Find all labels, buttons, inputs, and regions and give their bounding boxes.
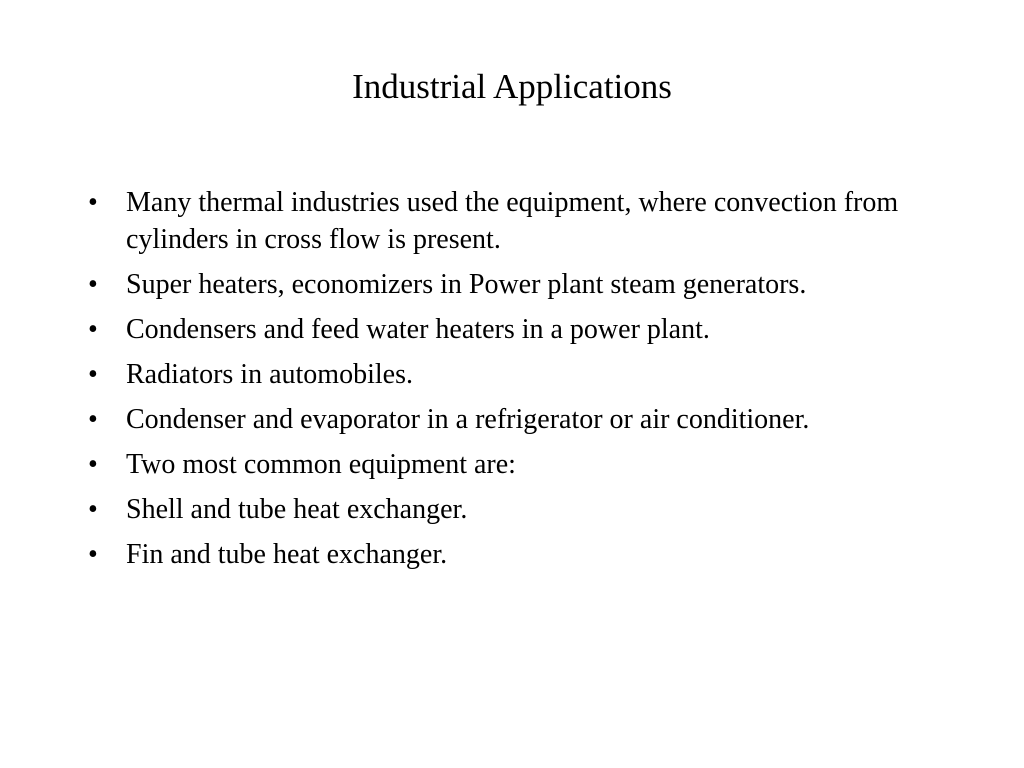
bullet-text: Super heaters, economizers in Power plant steam generators. (126, 269, 807, 300)
bullet-icon: • (88, 314, 98, 345)
bullet-text: Fin and tube heat exchanger. (126, 539, 448, 570)
bullet-icon: • (88, 187, 98, 218)
bullet-text: Condenser and evaporator in a refrigerator or air conditioner. (126, 404, 810, 435)
bullet-icon: • (88, 539, 98, 570)
bullet-text: Condensers and feed water heaters in a power plant. (126, 314, 710, 345)
bullet-text: Radiators in automobiles. (126, 359, 413, 390)
bullet-item (88, 266, 948, 303)
bullet-list (88, 184, 948, 581)
bullet-item (88, 184, 948, 258)
bullet-item (88, 491, 948, 528)
bullet-text: Shell and tube heat exchanger. (126, 494, 468, 525)
bullet-icon: • (88, 449, 98, 480)
bullet-item (88, 446, 948, 483)
bullet-icon: • (88, 359, 98, 390)
bullet-icon: • (88, 494, 98, 525)
bullet-icon: • (88, 269, 98, 300)
bullet-item (88, 536, 948, 573)
bullet-item (88, 311, 948, 348)
bullet-text: Many thermal industries used the equipment, where convection from cylinders in cross flow is present. (126, 187, 899, 255)
bullet-icon: • (88, 404, 98, 435)
bullet-item (88, 401, 948, 438)
bullet-text: Two most common equipment are: (126, 449, 516, 480)
bullet-item (88, 356, 948, 393)
slide-title: Industrial Applications (352, 67, 672, 106)
